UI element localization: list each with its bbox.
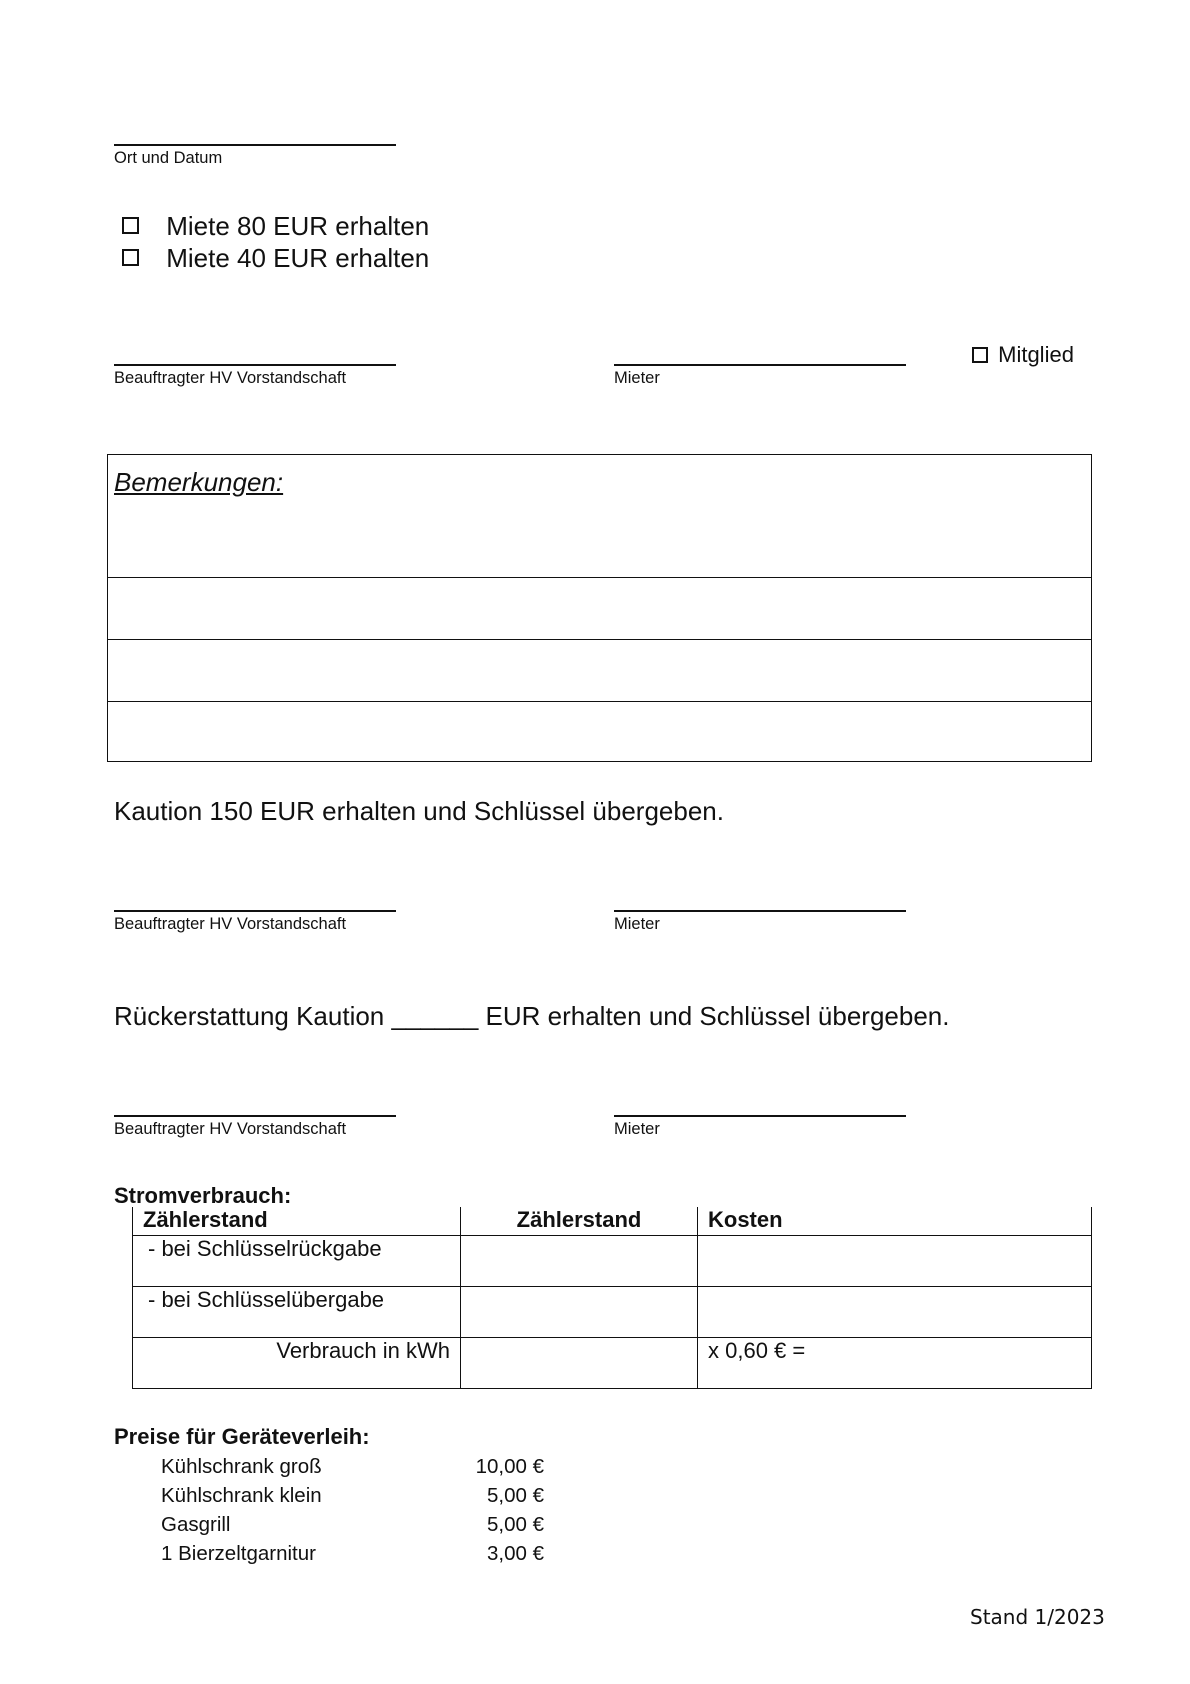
- header-meter-reading: Zählerstand: [461, 1207, 698, 1236]
- board-signature-line-2[interactable]: [114, 910, 396, 912]
- list-item: [161, 1542, 544, 1568]
- header-meter: Zählerstand: [133, 1207, 461, 1236]
- meter-cell[interactable]: [461, 1338, 698, 1389]
- price-item-name: 1 Bierzeltgarnitur: [161, 1542, 316, 1565]
- checkbox-icon[interactable]: [972, 347, 988, 363]
- member-label: Mitglied: [998, 342, 1074, 367]
- place-date-label: Ort und Datum: [114, 149, 223, 167]
- tenant-signature-line-3[interactable]: [614, 1115, 906, 1117]
- meter-cell[interactable]: [461, 1287, 698, 1338]
- place-date-line[interactable]: [114, 144, 396, 146]
- rent-option-label: Miete 80 EUR erhalten: [166, 211, 430, 241]
- price-item-value: 10,00 €: [475, 1455, 544, 1478]
- remarks-box: [107, 454, 1092, 762]
- list-item: [161, 1484, 544, 1510]
- rent-option-80[interactable]: [122, 211, 429, 242]
- table-row: [133, 1236, 1092, 1287]
- cost-cell[interactable]: [698, 1287, 1092, 1338]
- cost-cell[interactable]: x 0,60 € =: [698, 1338, 1092, 1389]
- header-cost: Kosten: [698, 1207, 1092, 1236]
- row-label: - bei Schlüsselübergabe: [133, 1287, 461, 1338]
- tenant-signature-line-1[interactable]: [614, 364, 906, 366]
- power-title: Stromverbrauch:: [114, 1183, 292, 1208]
- list-item: [161, 1455, 544, 1481]
- tenant-signature-label-1: Mieter: [614, 369, 660, 387]
- refund-text-after: EUR erhalten und Schlüssel übergeben.: [485, 1001, 950, 1031]
- list-item: [161, 1513, 544, 1539]
- rent-option-40[interactable]: [122, 243, 429, 274]
- power-table: [132, 1207, 1092, 1389]
- refund-text-before: Rückerstattung Kaution: [114, 1001, 385, 1031]
- meter-cell[interactable]: [461, 1236, 698, 1287]
- price-item-value: 3,00 €: [487, 1542, 544, 1565]
- prices-title: Preise für Geräteverleih:: [114, 1424, 370, 1449]
- board-signature-line-3[interactable]: [114, 1115, 396, 1117]
- table-row: [133, 1338, 1092, 1389]
- remarks-line[interactable]: [108, 639, 1091, 700]
- table-row: [133, 1287, 1092, 1338]
- board-signature-label-2: Beauftragter HV Vorstandschaft: [114, 915, 347, 933]
- price-item-name: Kühlschrank groß: [161, 1455, 322, 1478]
- refund-amount-blank[interactable]: ______: [391, 1001, 479, 1031]
- price-item-value: 5,00 €: [487, 1513, 544, 1536]
- rent-option-label: Miete 40 EUR erhalten: [166, 243, 430, 273]
- board-signature-label-3: Beauftragter HV Vorstandschaft: [114, 1120, 347, 1138]
- price-item-value: 5,00 €: [487, 1484, 544, 1507]
- tenant-signature-line-2[interactable]: [614, 910, 906, 912]
- deposit-received-text: Kaution 150 EUR erhalten und Schlüssel übergeben.: [114, 796, 724, 826]
- checkbox-icon[interactable]: [122, 249, 139, 266]
- power-table-header: [133, 1207, 1092, 1236]
- board-signature-line-1[interactable]: [114, 364, 396, 366]
- cost-cell[interactable]: [698, 1236, 1092, 1287]
- version-stamp: Stand 1/2023: [970, 1605, 1105, 1629]
- price-item-name: Gasgrill: [161, 1513, 231, 1536]
- member-checkbox[interactable]: [972, 342, 1074, 368]
- remarks-title: Bemerkungen:: [114, 467, 284, 497]
- remarks-line[interactable]: [108, 577, 1091, 638]
- tenant-signature-label-3: Mieter: [614, 1120, 660, 1138]
- row-label: Verbrauch in kWh: [133, 1338, 461, 1389]
- row-label: - bei Schlüsselrückgabe: [133, 1236, 461, 1287]
- board-signature-label-1: Beauftragter HV Vorstandschaft: [114, 369, 347, 387]
- price-item-name: Kühlschrank klein: [161, 1484, 322, 1507]
- checkbox-icon[interactable]: [122, 217, 139, 234]
- tenant-signature-label-2: Mieter: [614, 915, 660, 933]
- deposit-refund-text: [114, 1001, 949, 1032]
- remarks-line[interactable]: [108, 701, 1091, 762]
